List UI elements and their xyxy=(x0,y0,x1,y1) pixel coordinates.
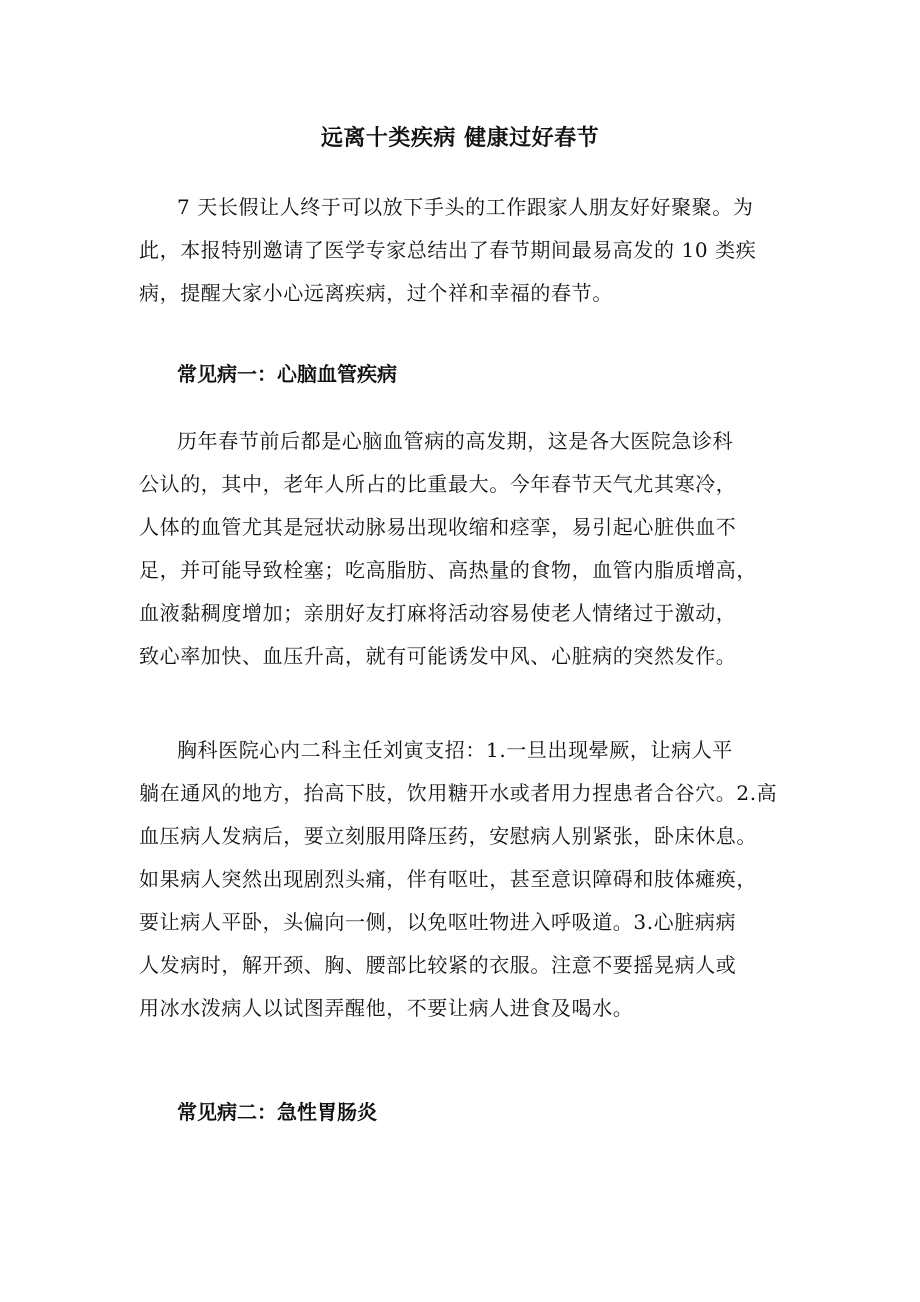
section1-paragraph-2 xyxy=(139,729,819,1030)
section-heading-1: 常见病一：心脑血管疾病 xyxy=(177,362,397,386)
paragraph-line: 血液黏稠度增加；亲朋好友打麻将活动容易使老人情绪过于激动， xyxy=(139,601,737,625)
paragraph-line: 胸科医院心内二科主任刘寅支招：1.一旦出现晕厥，让病人平 xyxy=(177,738,733,762)
paragraph-line: 公认的，其中，老年人所占的比重最大。今年春节天气尤其寒冷， xyxy=(139,472,737,496)
paragraph-line: 血压病人发病后，要立刻服用降压药，安慰病人别紧张，卧床休息。 xyxy=(139,824,757,848)
intro-line: 此，本报特别邀请了医学专家总结出了春节期间最易高发的 10 类疾 xyxy=(139,238,757,262)
paragraph-line: 如果病人突然出现剧烈头痛，伴有呕吐，甚至意识障碍和肢体瘫痪， xyxy=(139,867,757,891)
paragraph-line: 人发病时，解开颈、胸、腰部比较紧的衣服。注意不要摇晃病人或 xyxy=(139,953,737,977)
paragraph-line: 人体的血管尤其是冠状动脉易出现收缩和痉挛，易引起心脏供血不 xyxy=(139,515,737,539)
document-title: 远离十类疾病 健康过好春节 xyxy=(320,125,600,151)
paragraph-line: 躺在通风的地方，抬高下肢，饮用糖开水或者用力捏患者合谷穴。2.高 xyxy=(139,781,778,805)
section1-paragraph-1 xyxy=(139,420,819,678)
intro-line: 病，提醒大家小心远离疾病，过个祥和幸福的春节。 xyxy=(139,281,613,305)
intro-paragraph xyxy=(139,186,819,315)
section-heading-2: 常见病二：急性胃肠炎 xyxy=(177,1100,377,1124)
paragraph-line: 历年春节前后都是心脑血管病的高发期，这是各大医院急诊科 xyxy=(177,429,734,453)
paragraph-line: 要让病人平卧，头偏向一侧，以免呕吐物进入呼吸道。3.心脏病病 xyxy=(139,910,737,934)
paragraph-line: 致心率加快、血压升高，就有可能诱发中风、心脏病的突然发作。 xyxy=(139,644,737,668)
paragraph-line: 足，并可能导致栓塞；吃高脂肪、高热量的食物，血管内脂质增高， xyxy=(139,558,757,582)
intro-line: 7 天长假让人终于可以放下手头的工作跟家人朋友好好聚聚。为 xyxy=(177,195,754,219)
paragraph-line: 用冰水泼病人以试图弄醒他，不要让病人进食及喝水。 xyxy=(139,996,634,1020)
